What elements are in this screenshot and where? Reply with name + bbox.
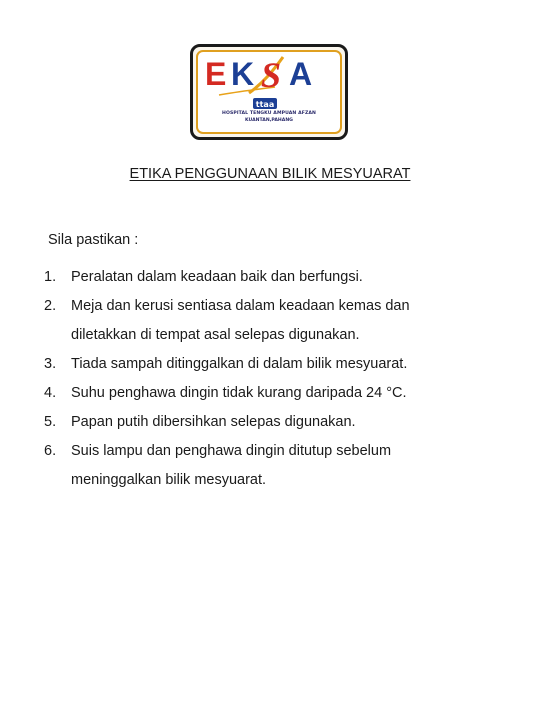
rules-list — [0, 263, 540, 495]
intro-text: Sila pastikan : — [48, 232, 139, 248]
rule-text: Tiada sampah ditinggalkan di dalam bilik mesyuarat. — [71, 356, 408, 372]
htaa-mark-icon — [253, 97, 277, 111]
rule-text: Suis lampu dan penghawa dingin ditutup sebelum — [71, 443, 392, 459]
logo-letter-k: K — [231, 56, 255, 92]
logo-letter-s: S — [261, 55, 282, 95]
rule-item — [0, 350, 511, 379]
page-title: ETIKA PENGGUNAAN BILIK MESYUARAT — [129, 166, 411, 182]
rule-number: 6. — [44, 443, 57, 459]
rule-text: diletakkan di tempat asal selepas digunakan. — [71, 327, 360, 343]
rule-item — [0, 408, 511, 437]
rule-item — [0, 292, 511, 350]
rule-number: 1. — [44, 269, 57, 285]
rule-text: meninggalkan bilik mesyuarat. — [71, 472, 267, 488]
rule-item — [0, 379, 511, 408]
rule-text: Peralatan dalam keadaan baik dan berfungsi. — [71, 269, 363, 285]
rule-number: 3. — [44, 356, 57, 372]
logo-letter-a: A — [289, 56, 313, 92]
eksa-wordmark-icon — [201, 53, 337, 97]
rule-number: 4. — [44, 385, 57, 401]
logo-letter-e: E — [205, 56, 227, 92]
rule-text: Suhu penghawa dingin tidak kurang daripada 24 °C. — [71, 385, 407, 401]
logo-caption-location: KUANTAN,PAHANG — [245, 118, 293, 123]
eksa-logo — [190, 44, 348, 140]
rule-text: Meja dan kerusi sentiasa dalam keadaan kemas dan — [71, 298, 410, 314]
rule-number: 5. — [44, 414, 57, 430]
rule-item — [0, 437, 511, 495]
rule-item — [0, 263, 511, 292]
rule-text: Papan putih dibersihkan selepas digunakan. — [71, 414, 356, 430]
logo-caption-hospital: HOSPITAL TENGKU AMPUAN AFZAN — [222, 111, 316, 116]
rule-number: 2. — [44, 298, 57, 314]
mark-text: ttaa — [255, 100, 275, 109]
